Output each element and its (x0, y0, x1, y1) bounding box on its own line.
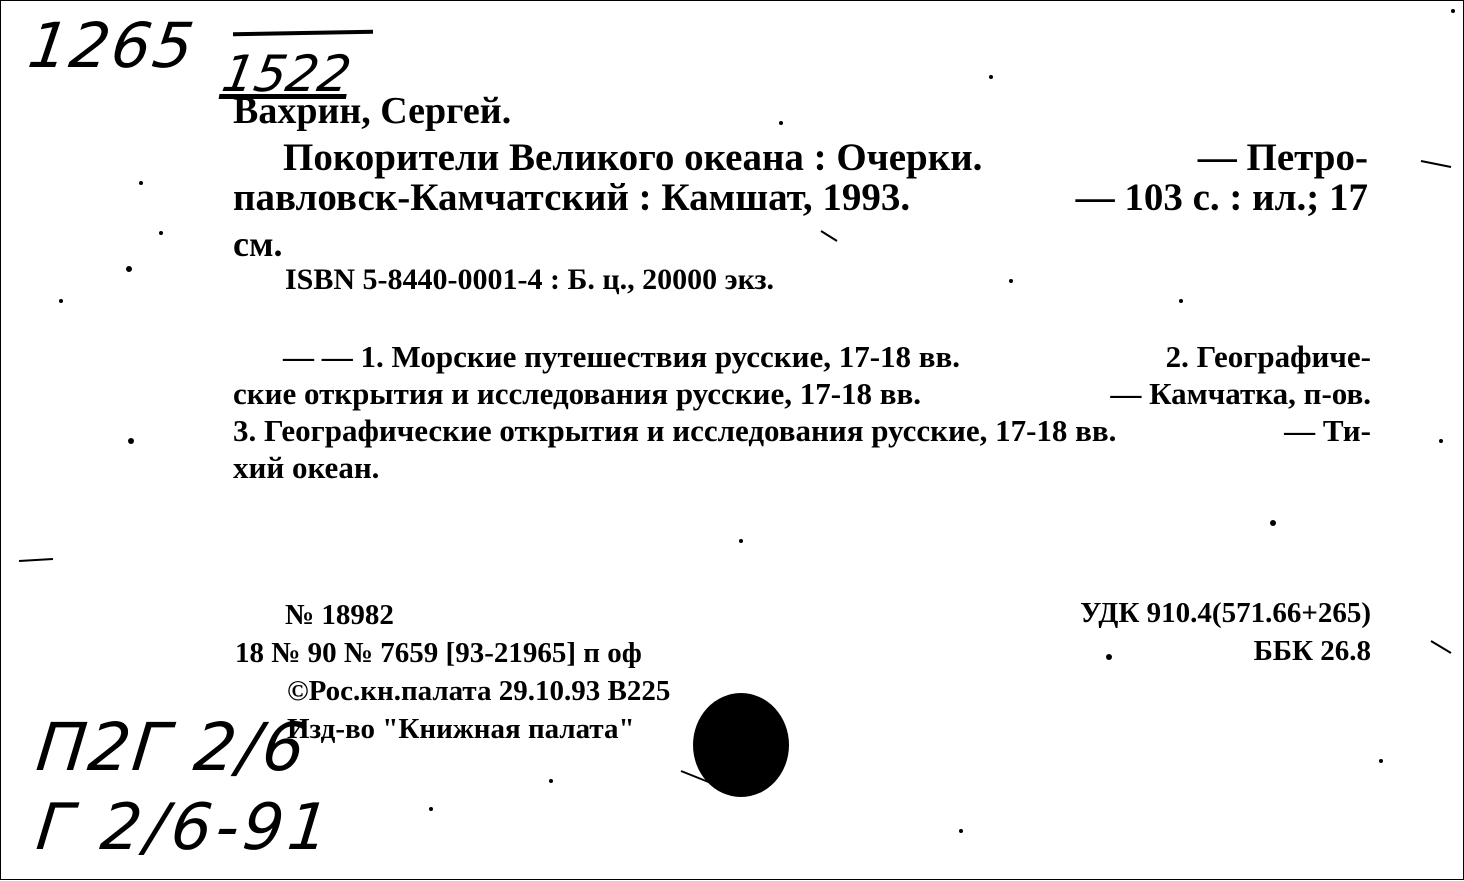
handwritten-accession-number: 1265 (23, 9, 200, 82)
handwritten-shelf-mark-2: Г 2/6-91 (33, 791, 337, 865)
handwritten-sub-number: 1522 (217, 45, 356, 103)
handwritten-underline (233, 30, 373, 36)
title-line-1-left: Покорители Великого океана : Очерки. (283, 136, 983, 179)
title-line-3: см. (233, 224, 283, 264)
title-line-2-right: — 103 с. : ил.; 17 (1075, 176, 1368, 219)
subject-line-2-left: ские открытия и исследования русские, 17-18 вв. (233, 376, 922, 411)
subject-line-1-right: 2. Географиче- (1165, 339, 1371, 374)
title-line-1 (283, 135, 1368, 180)
punch-hole-mark (693, 693, 789, 797)
imprint-line-4: Изд-во "Книжная палата" (287, 713, 635, 745)
imprint-line-3: ©Рос.кн.палата 29.10.93 В225 (287, 675, 671, 707)
subject-line-1 (283, 338, 1371, 375)
bbk-code: ББК 26.8 (1253, 635, 1371, 667)
title-line-2 (233, 175, 1368, 220)
isbn-line: ISBN 5-8440-0001-4 : Б. ц., 20000 экз. (285, 263, 775, 296)
title-line-2-left: павловск-Камчатский : Камшат, 1993. (233, 176, 911, 219)
subject-line-3 (233, 412, 1371, 449)
subject-line-4: хий океан. (233, 450, 380, 485)
subject-line-2-right: — Камчатка, п-ов. (1110, 376, 1371, 411)
title-line-1-right: — Петро- (1197, 136, 1368, 179)
subject-line-3-right: — Ти- (1284, 413, 1371, 448)
imprint-number: № 18982 (285, 599, 394, 631)
imprint-line-2: 18 № 90 № 7659 [93-21965] п оф (235, 637, 642, 669)
author-heading: Вахрин, Сергей. (233, 90, 512, 132)
udk-code: УДК 910.4(571.66+265) (1080, 597, 1371, 629)
handwritten-shelf-mark: П2Г 2/6 (32, 709, 311, 786)
subject-line-1-left: — — 1. Морские путешествия русские, 17-18 вв. (283, 339, 961, 374)
subject-line-2 (233, 375, 1371, 412)
subject-line-3-left: 3. Географические открытия и исследования русские, 17-18 вв. (233, 413, 1117, 448)
